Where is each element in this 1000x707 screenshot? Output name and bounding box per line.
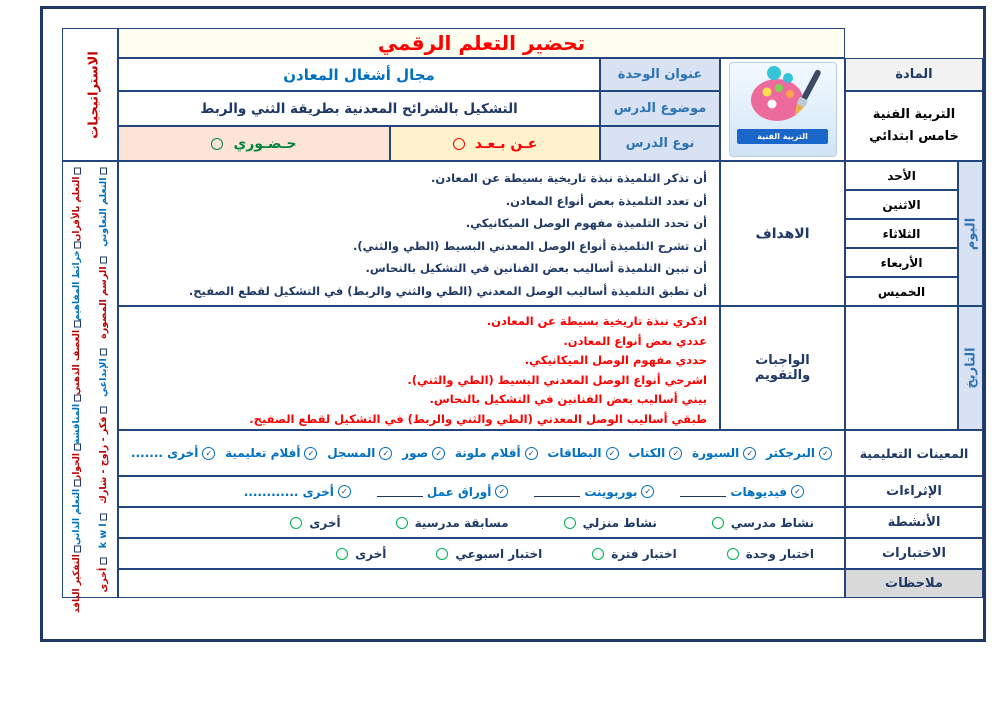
aid-item-other (131, 446, 215, 460)
strategy-item (98, 513, 109, 548)
strategy-item (98, 557, 109, 592)
checkbox-icon[interactable] (100, 557, 107, 564)
unit-title-value: مجال أشغال المعادن (118, 58, 600, 91)
option-circle-icon[interactable] (436, 548, 448, 560)
remote-circle-icon[interactable] (453, 138, 465, 150)
test-label: اختبار وحدة (745, 546, 814, 561)
homework-item: بيني أساليب بعض الفنانين في التشكيل بالنحاس. (429, 392, 707, 406)
lesson-type-inperson-option (118, 126, 390, 161)
activity-item (396, 516, 509, 530)
activity-item (712, 516, 814, 530)
objectives-content (118, 161, 720, 306)
aid-label: الكتاب (628, 446, 666, 460)
lesson-topic-value: التشكيل بالشرائح المعدنية بطريقة الثني والربط (118, 91, 600, 126)
strategies-column-right (90, 163, 116, 596)
activity-label: نشاط مدرسي (730, 515, 814, 530)
homework-item: عددي بعض أنواع المعادن. (563, 333, 707, 348)
subject-value (845, 91, 983, 161)
enrichment-item (534, 485, 654, 499)
check-circle-icon[interactable]: ✓ (819, 447, 832, 460)
check-circle-icon[interactable]: ✓ (379, 447, 392, 460)
notes-label: ملاحظات (845, 569, 983, 598)
activities-content (118, 507, 845, 538)
strategy-label: خرائط المفاهيم (72, 249, 82, 321)
checkbox-icon[interactable] (100, 348, 107, 355)
aid-label: السبورة (692, 446, 740, 460)
option-circle-icon[interactable] (290, 517, 302, 529)
aid-item (547, 446, 618, 460)
strategy-label: الرسم المصورة (97, 265, 109, 339)
check-circle-icon[interactable]: ✓ (304, 447, 317, 460)
checkbox-icon[interactable] (100, 256, 107, 263)
logo-caption: التربية الفنية (737, 129, 828, 144)
strategies-header: الاستراتيجيات (86, 50, 102, 139)
inperson-label: حـضـوري (233, 135, 297, 152)
logo-cell (720, 58, 845, 161)
test-item (592, 547, 676, 561)
day-row: الأحد (845, 161, 958, 190)
option-circle-icon[interactable] (396, 517, 408, 529)
check-circle-icon[interactable]: ✓ (202, 447, 215, 460)
strategy-item (72, 479, 82, 544)
subject-label: المادة (845, 58, 983, 91)
option-circle-icon[interactable] (336, 548, 348, 560)
checkbox-icon[interactable] (74, 394, 81, 401)
aid-label: صور (402, 446, 429, 460)
test-label: اختبار فترة (611, 546, 677, 561)
option-circle-icon[interactable] (564, 517, 576, 529)
strategy-item (72, 241, 82, 321)
strategies-column-left (64, 163, 90, 613)
day-row: الثلاثاء (845, 219, 958, 248)
objective-item: أن تذكر التلميذة نبذة تاريخية بسيطة عن المعادن. (430, 171, 707, 185)
strategy-label: العصف الذهني (72, 329, 82, 395)
strategy-item (72, 545, 82, 613)
check-circle-icon[interactable]: ✓ (669, 447, 682, 460)
blank-line[interactable] (680, 487, 726, 497)
aid-item (402, 446, 445, 460)
activity-item (290, 516, 340, 530)
check-circle-icon[interactable]: ✓ (338, 485, 351, 498)
checkbox-icon[interactable] (100, 167, 107, 174)
test-item (336, 547, 386, 561)
checkbox-icon[interactable] (74, 479, 81, 486)
notes-content[interactable] (118, 569, 845, 598)
aid-item (225, 446, 317, 460)
strategy-label: الإبداعي (97, 357, 109, 397)
objectives-label: الاهداف (720, 161, 845, 306)
subject-grade: خامس ابتدائي (869, 129, 959, 144)
date-column-label-cell (958, 306, 983, 430)
date-column-label: التاريخ (963, 347, 978, 389)
check-circle-icon[interactable]: ✓ (641, 485, 654, 498)
objective-item: أن تشرح التلميذة أنواع الوصل المعدني البسيط (الطي والثني). (353, 238, 707, 253)
checkbox-icon[interactable] (74, 167, 81, 174)
remote-label: عـن بـعـد (474, 135, 538, 152)
objective-item: أن تعدد التلميذة بعض أنواع المعادن. (505, 193, 707, 208)
day-row: الخميس (845, 277, 958, 306)
aid-item (628, 446, 682, 460)
strategy-label: التعلم الذاتي (72, 488, 82, 545)
lesson-type-remote-option (390, 126, 600, 161)
enrichment-label-cell: الإثراءات (845, 476, 983, 507)
enrichment-label: فيديوهات (730, 484, 787, 499)
strategy-item (98, 348, 109, 397)
strategy-label: فكر - زاوج - شارك (97, 416, 109, 504)
tests-label: الاختبارات (845, 538, 983, 569)
activity-label: نشاط منزلي (582, 515, 657, 530)
strategy-item (98, 406, 109, 503)
option-circle-icon[interactable] (727, 548, 739, 560)
test-label: أخرى (355, 546, 387, 561)
enrichment-label: أخرى ............ (243, 484, 334, 499)
date-empty-cell (845, 306, 958, 430)
strategy-label: المناقشة (72, 403, 82, 444)
unit-title-label: عنوان الوحدة (600, 58, 720, 91)
test-item (727, 547, 814, 561)
enrichment-item (377, 485, 508, 499)
subject-name: التربية الفنية (872, 106, 956, 122)
aid-item (766, 446, 832, 460)
enrichment-item (680, 485, 804, 499)
homework-item: حددي مفهوم الوصل الميكانيكي. (524, 353, 707, 367)
aid-label: البطاقات (547, 446, 602, 460)
aid-item (692, 446, 756, 460)
homework-item: طبقي أساليب الوصل المعدني (الطي والثني والربط) في التشكيل لقطع الصفيح. (249, 411, 707, 426)
strategy-label: التعلم التعاوني (97, 177, 109, 247)
strategy-item (72, 320, 82, 394)
art-palette-logo (729, 62, 837, 157)
aid-label: البرجكتر (766, 446, 815, 460)
aid-label: أفلام تعليمية (225, 446, 301, 460)
check-circle-icon[interactable]: ✓ (432, 447, 445, 460)
test-label: اختبار اسبوعي (455, 546, 543, 561)
strategy-item (98, 167, 109, 246)
day-column-label-cell (958, 161, 983, 306)
strategy-label: التفكير الناقد (72, 553, 82, 613)
strategy-label: k w l (97, 522, 109, 548)
aid-label: أقلام ملونة (454, 446, 521, 460)
strategies-header-cell (62, 28, 118, 161)
aid-item (327, 446, 392, 460)
homework-content (118, 306, 720, 430)
day-row: الاثنين (845, 190, 958, 219)
strategy-item (72, 167, 82, 241)
aid-label: أخرى ....... (131, 446, 199, 460)
strategy-item (72, 443, 82, 479)
activity-label: أخرى (309, 515, 341, 530)
tests-content (118, 538, 845, 569)
objective-item: أن تحدد التلميذة مفهوم الوصل الميكانيكي. (465, 216, 707, 230)
option-circle-icon[interactable] (592, 548, 604, 560)
activity-label: مسابقة مدرسية (414, 515, 509, 530)
checkbox-icon[interactable] (100, 406, 107, 413)
aids-label: المعينات التعليمية (845, 430, 983, 476)
enrichment-content (118, 476, 845, 507)
objective-item: أن تطبق التلميذة أساليب الوصل المعدني (الطي والثني والربط) في التشكيل لقطع الصفيح. (188, 283, 707, 298)
checkbox-icon[interactable] (74, 320, 81, 327)
objective-item: أن تبين التلميذة أساليب بعض الفنانين في التشكيل بالنحاس. (365, 261, 707, 275)
strategy-label: أخرى (97, 567, 109, 592)
strategy-label: الحوار (72, 452, 82, 480)
homework-label: الواجبات والتقويم (720, 306, 845, 430)
aids-content (118, 430, 845, 476)
inperson-circle-icon[interactable] (211, 138, 223, 150)
enrichment-label: بوربوينت (584, 484, 638, 499)
palette-icon (744, 63, 822, 127)
blank-line[interactable] (377, 487, 423, 497)
day-row: الأربعاء (845, 248, 958, 277)
aid-item (455, 446, 538, 460)
option-circle-icon[interactable] (712, 517, 724, 529)
strategy-label: التعلم بالأقران (72, 176, 82, 241)
aid-label: المسجل (327, 446, 376, 460)
check-circle-icon[interactable]: ✓ (495, 485, 508, 498)
lesson-type-label: نوع الدرس (600, 126, 720, 161)
blank-line[interactable] (534, 487, 580, 497)
checkbox-icon[interactable] (74, 545, 81, 552)
test-item (436, 547, 542, 561)
lesson-topic-label: موضوع الدرس (600, 91, 720, 126)
strategy-item (98, 256, 109, 338)
enrichment-label: أوراق عمل (426, 484, 492, 499)
check-circle-icon[interactable]: ✓ (743, 447, 756, 460)
activities-label: الأنشطة (845, 507, 983, 538)
activity-item (564, 516, 657, 530)
check-circle-icon[interactable]: ✓ (606, 447, 619, 460)
strategy-item (72, 394, 82, 443)
check-circle-icon[interactable]: ✓ (791, 485, 804, 498)
homework-item: اشرحي أنواع الوصل المعدني البسيط (الطي والثني). (407, 372, 707, 387)
checkbox-icon[interactable] (74, 241, 81, 248)
form-title: تحضير التعلم الرقمي (118, 28, 845, 58)
checkbox-icon[interactable] (74, 443, 81, 450)
check-circle-icon[interactable]: ✓ (525, 447, 538, 460)
checkbox-icon[interactable] (100, 513, 107, 520)
day-column-label: اليوم (963, 217, 978, 250)
enrichment-item-other (244, 485, 351, 499)
homework-item: اذكري نبذة تاريخية بسيطة عن المعادن. (486, 314, 707, 328)
